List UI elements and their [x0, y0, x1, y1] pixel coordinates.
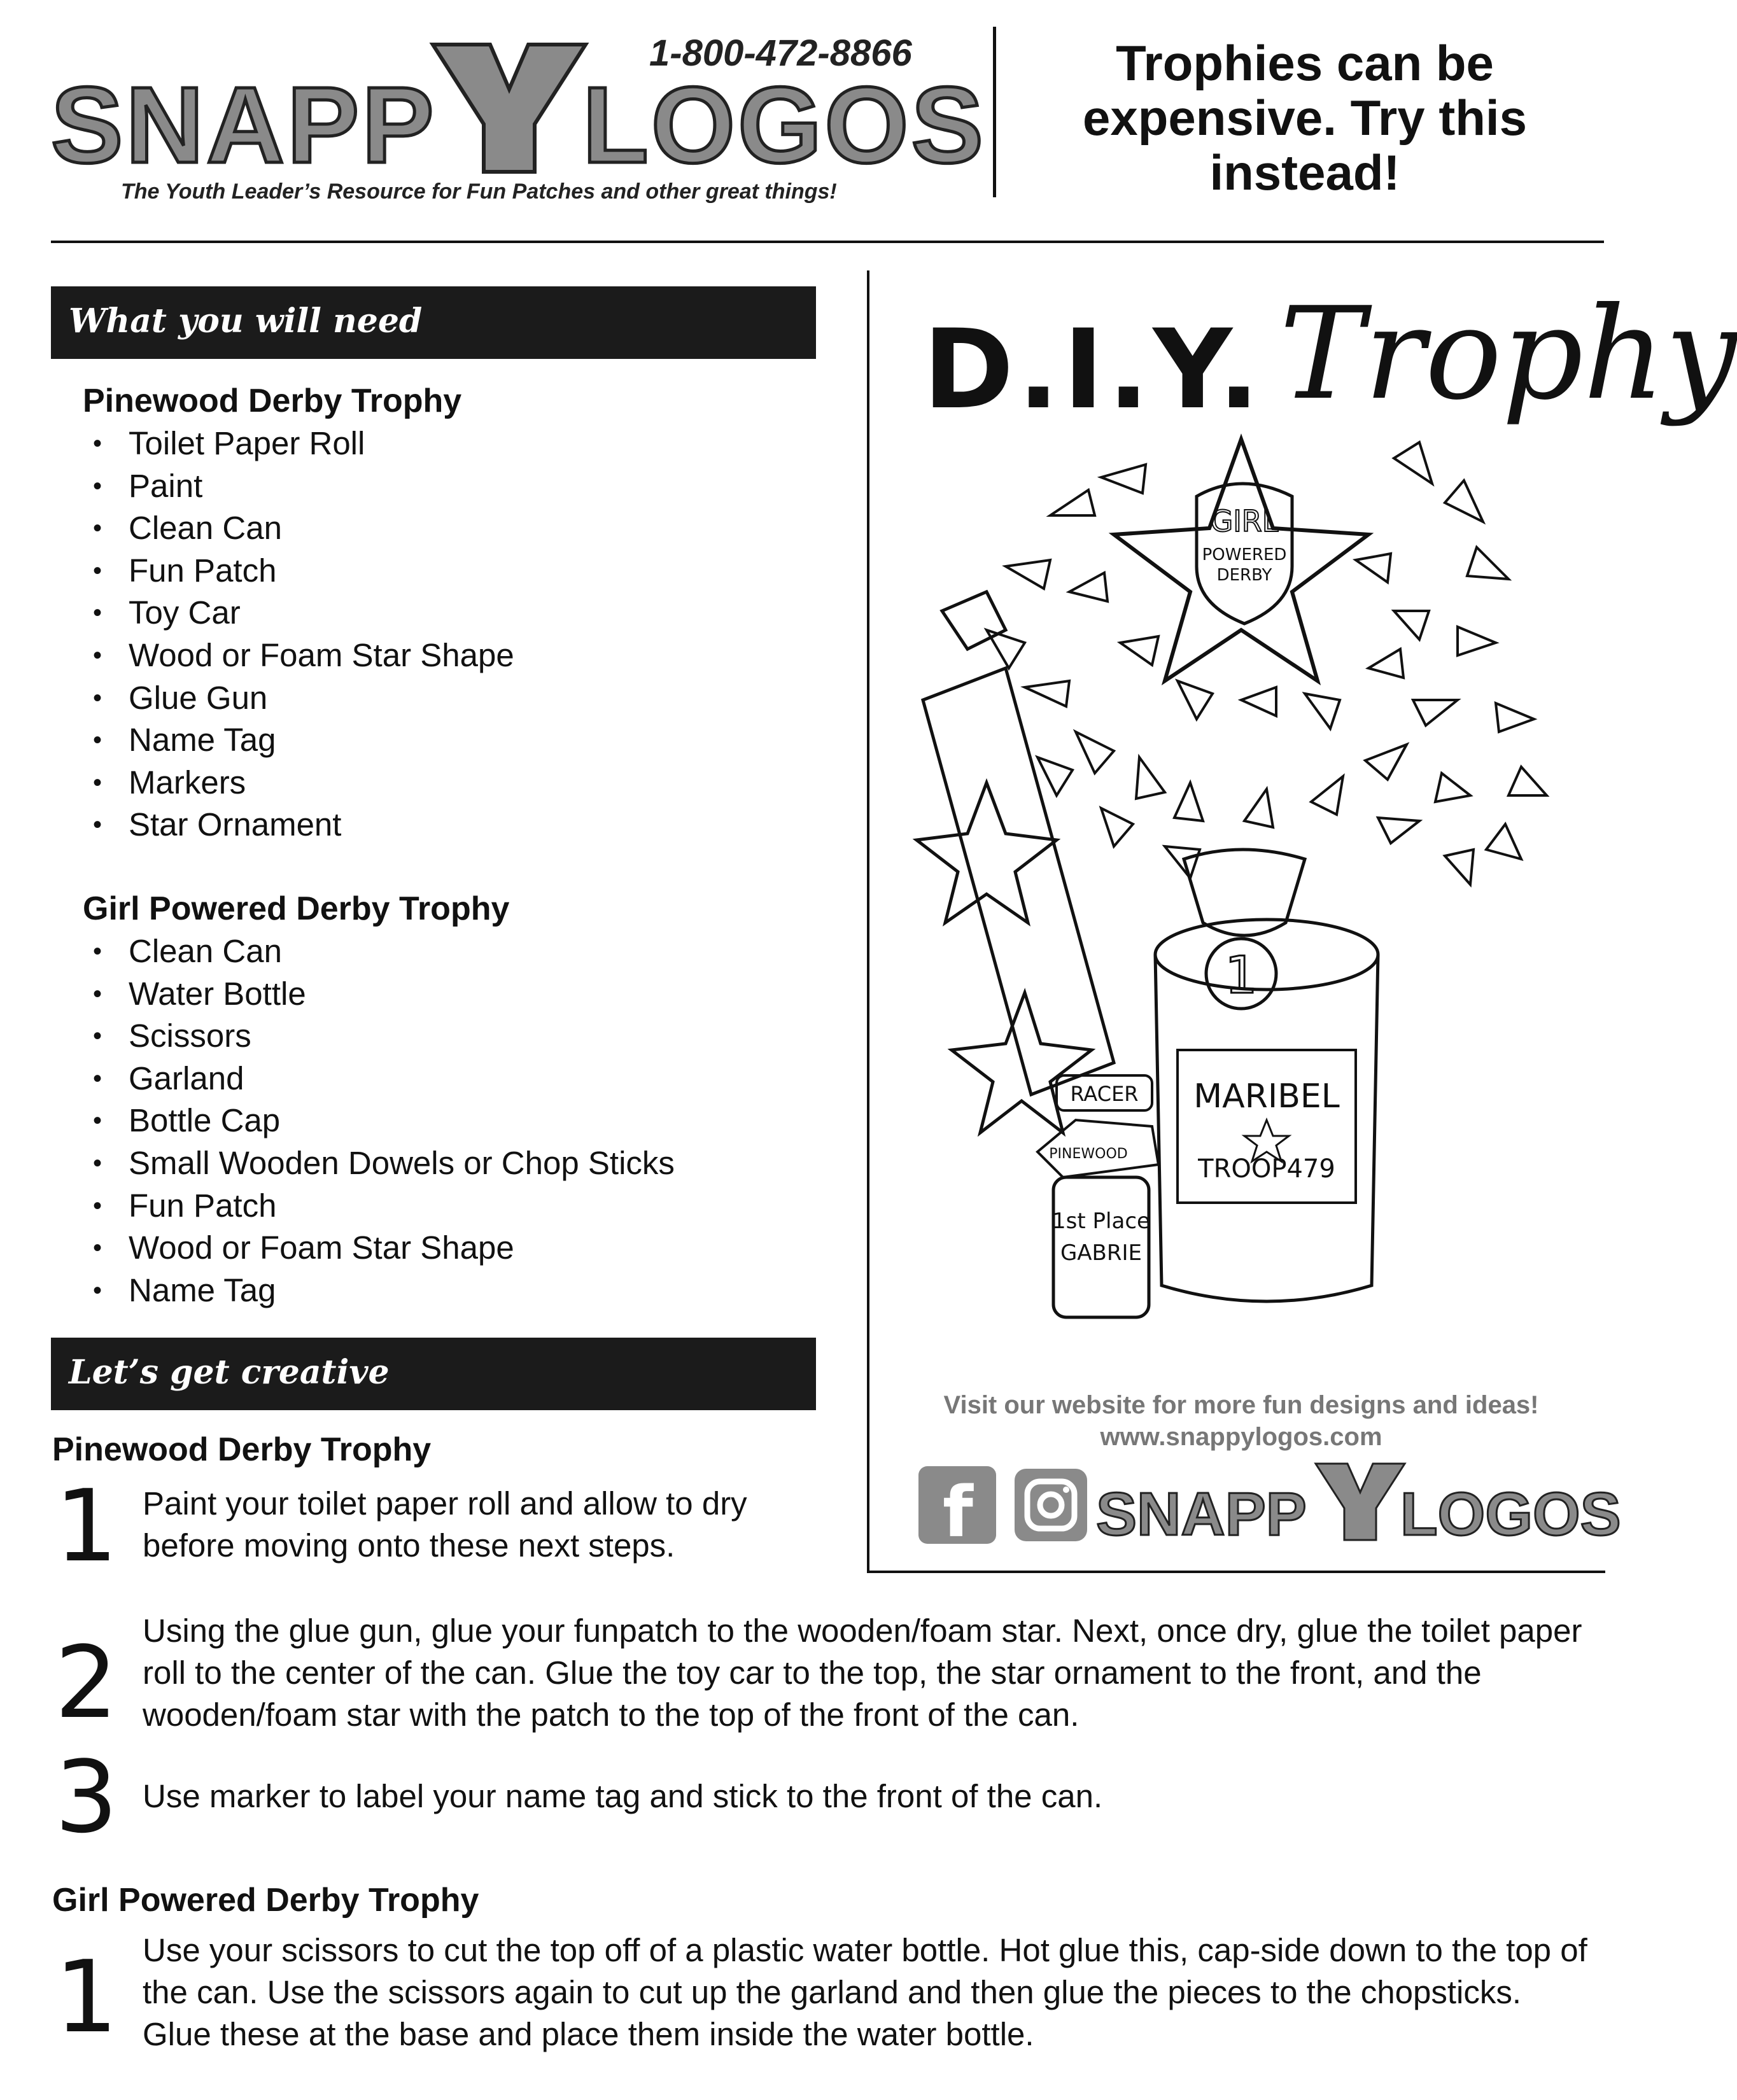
list-item: • Name Tag [93, 719, 514, 762]
panel-border-left [867, 270, 869, 1573]
trophy-cup [1184, 850, 1305, 935]
list-item: • Toilet Paper Roll [93, 423, 514, 465]
roll-star-icon [917, 783, 1057, 923]
instagram-icon[interactable] [1012, 1466, 1090, 1544]
list-item: • Markers [93, 762, 514, 804]
list-item: • Clean Can [93, 507, 514, 550]
svg-text:SNAPP: SNAPP [1096, 1480, 1307, 1548]
can-top [1155, 920, 1378, 990]
list-item: • Star Ornament [93, 804, 514, 846]
jar-text-line1: 1st Place [1052, 1208, 1150, 1234]
jar-text-line2: GABRIE [1060, 1240, 1143, 1266]
patch-text-derby: DERBY [1216, 566, 1272, 585]
toy-car [942, 592, 1006, 649]
section-heading: Let’s get creative [69, 1353, 390, 1392]
list-item: • Wood or Foam Star Shape [93, 1227, 675, 1270]
list-item: • Toy Car [93, 592, 514, 634]
list-item: • Scissors [93, 1015, 675, 1058]
list-item: • Fun Patch [93, 1185, 675, 1228]
snappylogos-logo [51, 19, 986, 216]
can-troop: TROOP479 [1198, 1154, 1335, 1184]
tagline: The Youth Leader’s Resource for Fun Patches and other great things! [121, 179, 837, 204]
can-body [1155, 955, 1378, 1301]
list-item: • Water Bottle [93, 973, 675, 1016]
header-divider [993, 27, 996, 197]
list-item: • Bottle Cap [93, 1100, 675, 1142]
step-number: 3 [55, 1739, 118, 1855]
trophy-illustration [910, 401, 1610, 1368]
patch-text-powered: POWERED [1202, 545, 1287, 564]
section-heading: What you will need [69, 302, 423, 340]
phone-number: 1-800-472-8866 [649, 32, 912, 74]
step-number: 2 [55, 1625, 118, 1740]
section-bar-what-you-will-need [51, 286, 816, 359]
facebook-icon[interactable]: f [918, 1466, 996, 1544]
list-item: • Wood or Foam Star Shape [93, 634, 514, 677]
step-text: Using the glue gun, glue your funpatch to the wooden/foam star. Next, once dry, glue the toilet paper roll to the center of the can. Glue the toy car to the top, the star ornament to the front, and the wooden/foam star with the patch to the top of the front of the can. [143, 1613, 1582, 1733]
list-item: • Glue Gun [93, 677, 514, 720]
list-item: • Name Tag [93, 1270, 675, 1312]
svg-text:LOGOS: LOGOS [1400, 1480, 1621, 1548]
pinewood-supplies-list [93, 423, 514, 846]
can-name: MARIBEL [1193, 1077, 1340, 1116]
footer-logo [1096, 1457, 1621, 1548]
panel-border-bottom [867, 1571, 1605, 1573]
patch-text-girl: GIRL [1210, 504, 1279, 538]
list-item: • Small Wooden Dowels or Chop Sticks [93, 1142, 675, 1185]
section-bar-lets-get-creative [51, 1338, 816, 1410]
list-item: • Fun Patch [93, 550, 514, 592]
logo-right-letters: LOGOS [582, 65, 986, 186]
title-diy: D.I.Y. [923, 305, 1263, 433]
logo-left-letters: SNAPP [51, 65, 437, 186]
racer-tag-text: RACER [1070, 1082, 1139, 1106]
header-rule [51, 241, 1604, 243]
step-text: Use marker to label your name tag and stick to the front of the can. [143, 1778, 1103, 1814]
girl-powered-supplies-list [93, 930, 675, 1312]
medal-number: 1 [1225, 946, 1258, 1005]
pinewood-list-title: Pinewood Derby Trophy [83, 382, 462, 419]
list-item: • Garland [93, 1058, 675, 1100]
pinewood-car-text: PINEWOOD [1049, 1146, 1128, 1162]
step-number: 1 [55, 1468, 118, 1584]
girl-powered-steps-heading: Girl Powered Derby Trophy [52, 1882, 479, 1919]
step-text: Use your scissors to cut the top off of a plastic water bottle. Hot glue this, cap-side down to the top of the can. Use the scissors again to cut up the garland and then glue the pieces to the chopsticks. Glue these at the base and place them inside the water bottle. [143, 1932, 1587, 2052]
website-url[interactable]: www.snappylogos.com [1100, 1423, 1382, 1451]
list-item: • Paint [93, 465, 514, 508]
list-item: • Clean Can [93, 930, 675, 973]
pinewood-steps-heading: Pinewood Derby Trophy [52, 1431, 432, 1468]
girl-powered-list-title: Girl Powered Derby Trophy [83, 890, 510, 927]
header-message: Trophies can be expensive. Try this instead! [1082, 35, 1527, 200]
title-trophy-script: Trophy [1279, 280, 1737, 428]
visit-website-text: Visit our website for more fun designs and ideas! [943, 1391, 1539, 1419]
step-number: 1 [55, 1939, 118, 2055]
step-text: Paint your toilet paper roll and allow to dry before moving onto these next steps. [143, 1485, 747, 1564]
